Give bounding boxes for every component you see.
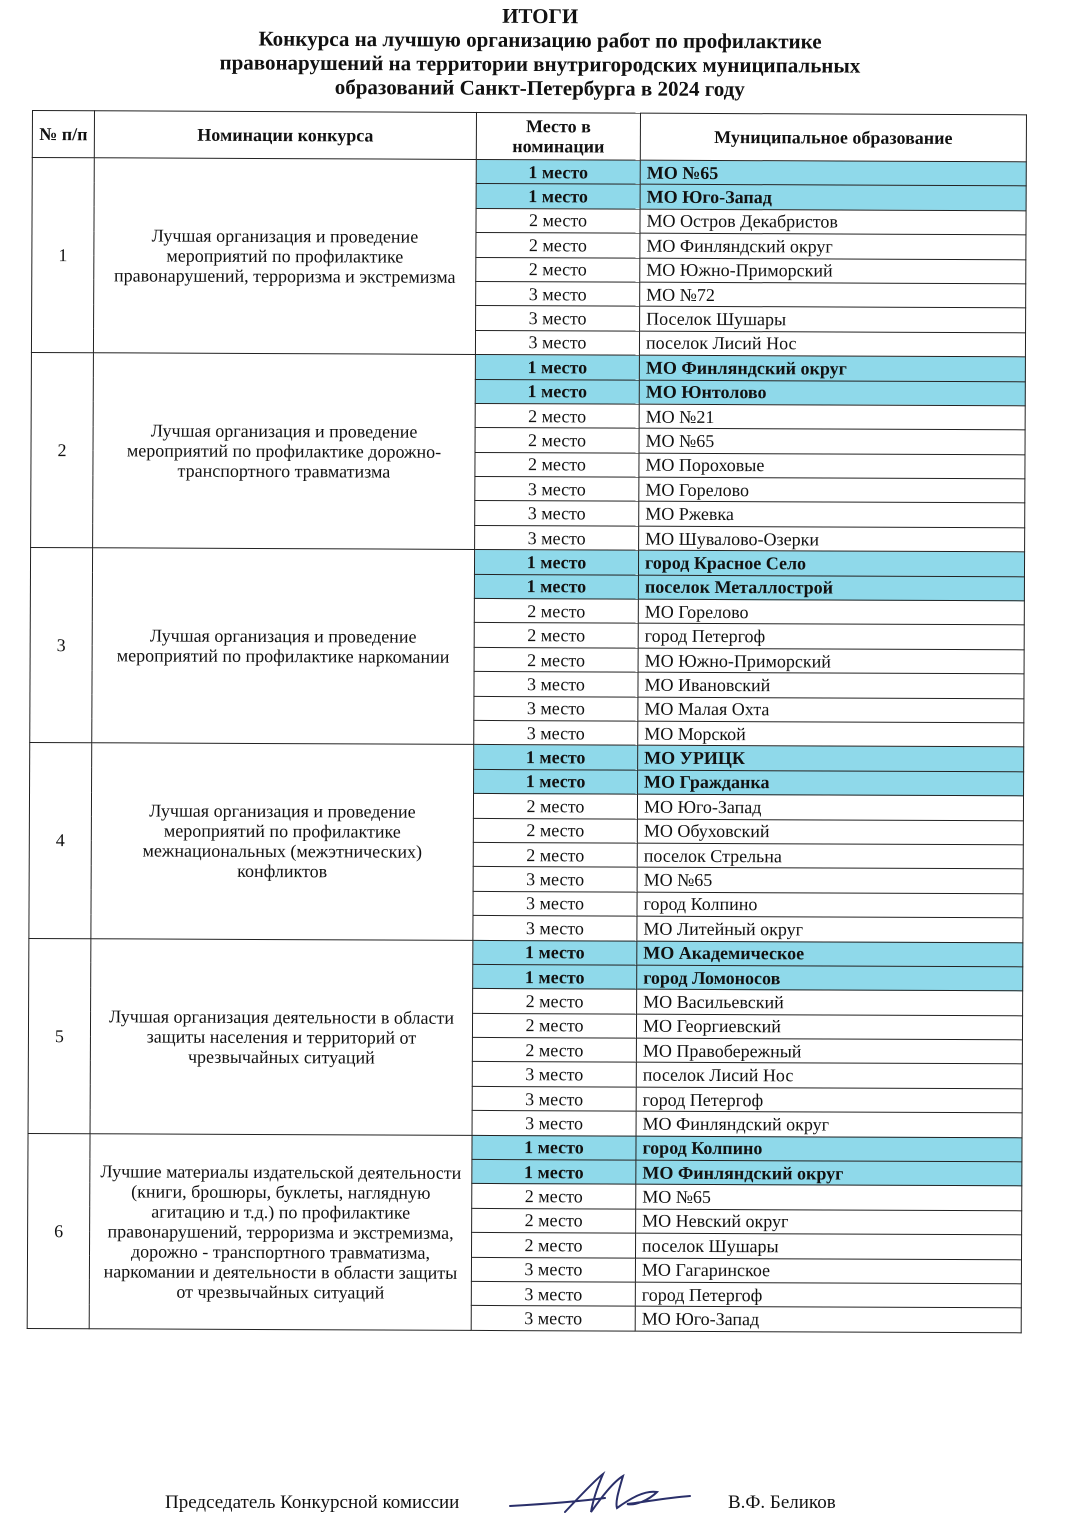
place-cell: 2 место	[472, 1037, 636, 1062]
place-cell: 2 место	[473, 989, 637, 1014]
title-line-2: Конкурса на лучшую организацию работ по профилактике	[258, 26, 822, 54]
place-cell: 3 место	[474, 720, 638, 745]
place-cell: 1 место	[476, 159, 640, 184]
place-cell: 1 место	[475, 379, 639, 404]
header-nomination: Номинации конкурса	[94, 111, 476, 160]
nomination-cell: Лучшая организация и проведение мероприятий по профилактике правонарушений, терроризма и экстремизма	[93, 158, 476, 355]
place-cell: 2 место	[471, 1233, 635, 1258]
municipality-cell: МО №72	[640, 282, 1026, 308]
municipality-cell: МО Юго-Запад	[640, 185, 1026, 211]
municipality-cell: МО Ржевка	[639, 502, 1025, 528]
place-cell: 2 место	[476, 233, 640, 258]
place-cell: 3 место	[474, 672, 638, 697]
title-line-3: правонарушений на территории внутригородских муниципальных	[219, 50, 861, 78]
chairman-name: В.Ф. Беликов	[728, 1492, 836, 1513]
table-row	[32, 158, 1026, 187]
place-cell: 2 место	[472, 1184, 636, 1209]
municipality-cell: поселок Стрельна	[637, 843, 1023, 869]
place-cell: 3 место	[475, 477, 639, 502]
municipality-cell: город Колпино	[637, 892, 1023, 918]
table-row	[31, 353, 1025, 382]
municipality-cell: МО Остров Декабристов	[640, 209, 1026, 235]
place-cell: 3 место	[471, 1306, 635, 1331]
place-cell: 3 место	[472, 1062, 636, 1087]
nomination-cell: Лучшая организация и проведение мероприятий по профилактике наркомании	[92, 548, 475, 745]
place-cell: 2 место	[472, 1013, 636, 1038]
municipality-cell: МО Литейный округ	[637, 916, 1023, 942]
municipality-cell: МО Юнтолово	[639, 380, 1025, 406]
municipality-cell: МО Гражданка	[638, 770, 1024, 796]
table-row	[29, 938, 1023, 967]
municipality-cell: МО Горелово	[638, 599, 1024, 625]
signature-block	[165, 1492, 865, 1525]
place-cell: 3 место	[476, 281, 640, 306]
place-cell: 1 место	[473, 940, 637, 965]
municipality-cell: МО Ивановский	[638, 672, 1024, 698]
municipality-cell: МО Невский округ	[636, 1209, 1022, 1235]
place-cell: 2 место	[473, 794, 637, 819]
place-cell: 1 место	[474, 574, 638, 599]
header-mo: Муниципальное образование	[640, 113, 1026, 162]
municipality-cell: город Ломоносов	[637, 965, 1023, 991]
municipality-cell: МО Юго-Запад	[635, 1307, 1021, 1333]
nomination-cell: Лучшая организация и проведение мероприятий по профилактике межнациональных (межэтнических) конфликтов	[91, 743, 474, 940]
place-cell: 3 место	[473, 916, 637, 941]
municipality-cell: поселок Лисий Нос	[636, 1063, 1022, 1089]
municipality-cell: МО Финляндский округ	[640, 233, 1026, 259]
municipality-cell: Поселок Шушары	[640, 306, 1026, 332]
municipality-cell: город Петергоф	[635, 1282, 1021, 1308]
municipality-cell: МО №65	[637, 867, 1023, 893]
place-cell: 2 место	[475, 428, 639, 453]
table-row	[28, 1133, 1022, 1162]
municipality-cell: поселок Лисий Нос	[639, 331, 1025, 357]
place-cell: 2 место	[473, 842, 637, 867]
table-row	[30, 548, 1024, 577]
place-cell: 3 место	[473, 891, 637, 916]
municipality-cell: МО Шувалово-Озерки	[639, 526, 1025, 552]
municipality-cell: МО Морской	[638, 721, 1024, 747]
place-cell: 2 место	[474, 598, 638, 623]
title-line-1: ИТОГИ	[502, 3, 579, 29]
municipality-cell: МО №65	[639, 428, 1025, 454]
municipality-cell: МО Финляндский округ	[636, 1111, 1022, 1137]
place-cell: 3 место	[472, 1111, 636, 1136]
nomination-cell: Лучшие материалы издательской деятельности (книги, брошюры, буклеты, наглядную агитацию и т.д.) по профилактике правонарушений, терроризма и экстремизма, дорожно - транспортного травматизма, наркомании и деятельности в области защиты от чрезвычайных ситуаций	[89, 1133, 472, 1330]
place-cell: 3 место	[471, 1281, 635, 1306]
municipality-cell: МО Южно-Приморский	[638, 648, 1024, 674]
group-number: 5	[28, 938, 91, 1133]
nomination-cell: Лучшая организация и проведение мероприятий по профилактике дорожно-транспортного травматизма	[93, 353, 476, 550]
place-cell: 3 место	[475, 525, 639, 550]
municipality-cell: МО Георгиевский	[636, 1014, 1022, 1040]
municipality-cell: МО Пороховые	[639, 453, 1025, 479]
place-cell: 1 место	[474, 769, 638, 794]
results-body	[27, 158, 1026, 1333]
municipality-cell: МО Финляндский округ	[636, 1160, 1022, 1186]
place-cell: 3 место	[473, 867, 637, 892]
municipality-cell: город Красное Село	[638, 550, 1024, 576]
municipality-cell: МО УРИЦК	[638, 746, 1024, 772]
chairman-label: Председатель Конкурсной комиссии	[165, 1492, 460, 1513]
place-cell: 2 место	[473, 818, 637, 843]
table-header-row	[32, 111, 1026, 162]
handwritten-signature	[505, 1468, 695, 1518]
municipality-cell: город Петергоф	[636, 1087, 1022, 1113]
municipality-cell: МО Васильевский	[637, 989, 1023, 1015]
place-cell: 3 место	[471, 1257, 635, 1282]
nomination-cell: Лучшая организация деятельности в области защиты населения и территорий от чрезвычайных ситуаций	[90, 938, 473, 1135]
municipality-cell: МО Гагаринское	[635, 1258, 1021, 1284]
municipality-cell: поселок Шушары	[635, 1233, 1021, 1259]
place-cell: 2 место	[475, 403, 639, 428]
municipality-cell: МО №65	[640, 160, 1026, 186]
place-cell: 3 место	[476, 306, 640, 331]
municipality-cell: МО Финляндский округ	[639, 355, 1025, 381]
municipality-cell: МО Правобережный	[636, 1038, 1022, 1064]
municipality-cell: поселок Металлострой	[638, 575, 1024, 601]
municipality-cell: город Колпино	[636, 1136, 1022, 1162]
place-cell: 2 место	[472, 1208, 636, 1233]
place-cell: 1 место	[472, 1135, 636, 1160]
municipality-cell: город Петергоф	[638, 624, 1024, 650]
place-cell: 2 место	[475, 452, 639, 477]
group-number: 3	[30, 548, 93, 743]
place-cell: 2 место	[474, 623, 638, 648]
results-table	[27, 110, 1027, 1333]
group-number: 4	[29, 743, 92, 938]
municipality-cell: МО №65	[636, 1185, 1022, 1211]
municipality-cell: МО Обуховский	[637, 819, 1023, 845]
place-cell: 3 место	[474, 696, 638, 721]
group-number: 2	[31, 353, 94, 548]
municipality-cell: МО №21	[639, 404, 1025, 430]
municipality-cell: МО Горелово	[639, 477, 1025, 503]
place-cell: 2 место	[476, 208, 640, 233]
header-place: Место в номинации	[476, 112, 640, 160]
table-row	[30, 743, 1024, 772]
group-number: 1	[31, 158, 94, 353]
place-cell: 2 место	[476, 257, 640, 282]
place-cell: 1 место	[474, 745, 638, 770]
header-num: № п/п	[32, 111, 94, 158]
municipality-cell: МО Южно-Приморский	[640, 258, 1026, 284]
place-cell: 2 место	[474, 647, 638, 672]
municipality-cell: МО Академическое	[637, 941, 1023, 967]
place-cell: 3 место	[472, 1086, 636, 1111]
municipality-cell: МО Малая Охта	[638, 697, 1024, 723]
place-cell: 1 место	[473, 964, 637, 989]
title-line-4: образований Санкт-Петербурга в 2024 году	[334, 74, 745, 102]
municipality-cell: МО Юго-Запад	[637, 794, 1023, 820]
group-number: 6	[27, 1133, 90, 1328]
place-cell: 1 место	[474, 550, 638, 575]
place-cell: 1 место	[472, 1159, 636, 1184]
place-cell: 3 место	[475, 501, 639, 526]
place-cell: 3 место	[475, 330, 639, 355]
document-title	[0, 1, 1080, 103]
place-cell: 1 место	[475, 355, 639, 380]
place-cell: 1 место	[476, 184, 640, 209]
